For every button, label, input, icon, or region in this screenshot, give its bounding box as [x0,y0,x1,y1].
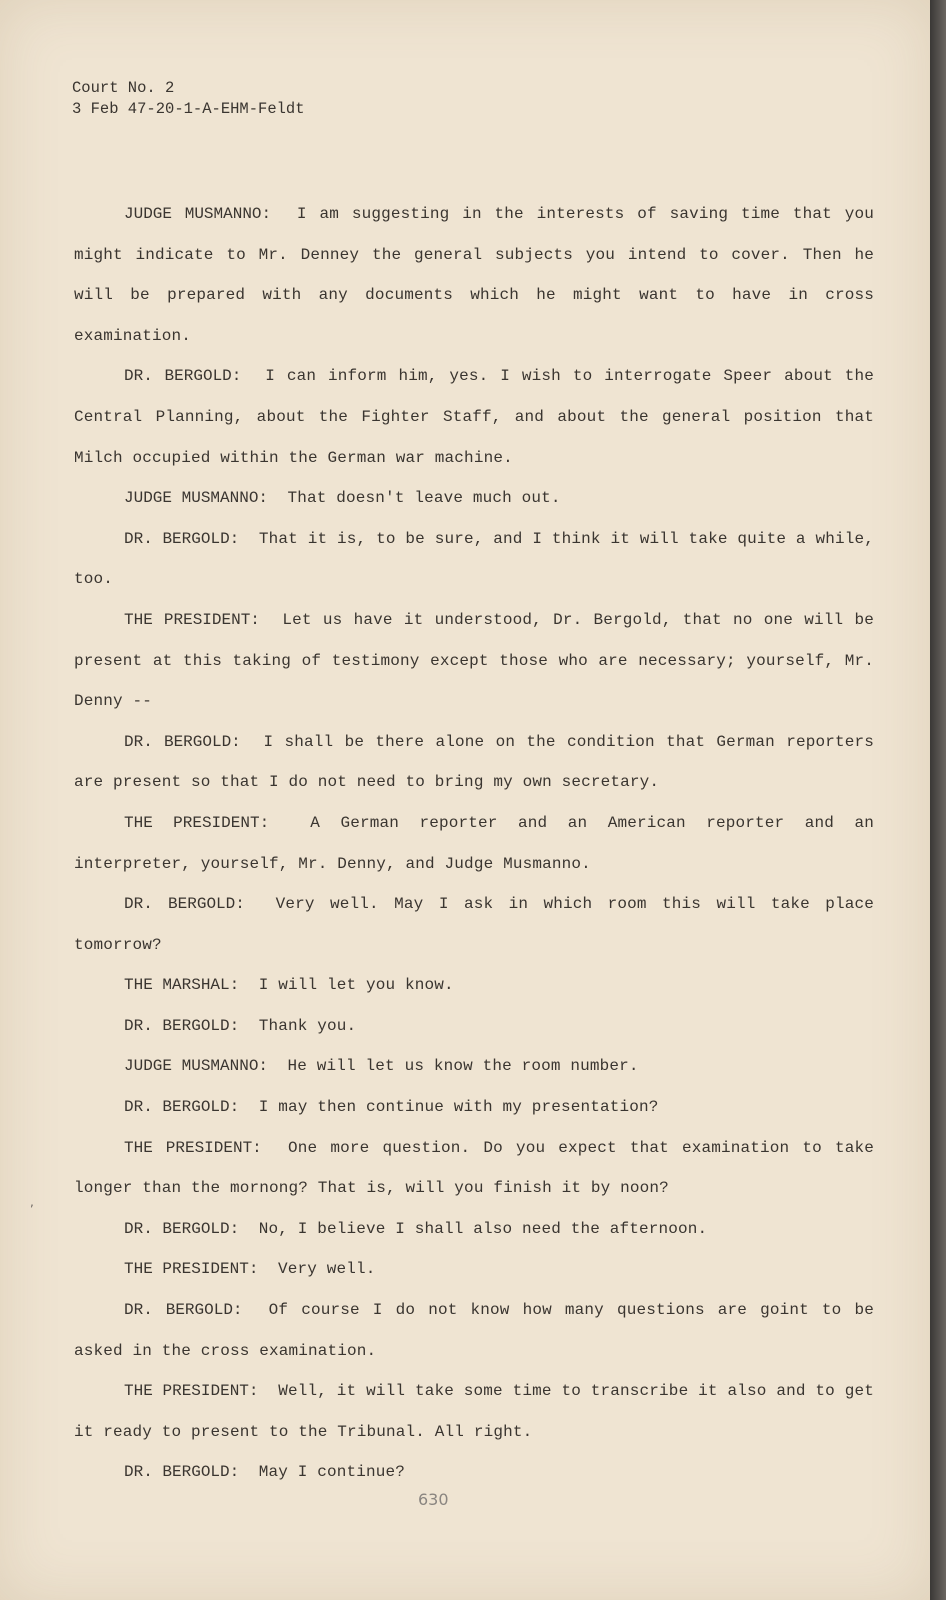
transcript-paragraph [74,356,874,478]
speech-text: One more question. Do you expect that examination to take longer than the mornong? That is, will you finish it by noon? [74,1138,875,1198]
speaker-name: DR. BERGOLD: [124,1463,240,1482]
speech-text: Well, it will take some time to transcribe it also and to get it ready to present to the Tribunal. All right. [74,1382,874,1441]
speaker-name: DR. BERGOLD: [124,1098,240,1117]
speech-text: May I continue? [258,1463,406,1482]
court-number: Court No. 2 [72,79,175,97]
speech-text: Very well. May I ask in which room this will take place tomorrow? [74,895,874,954]
speaker-name: THE PRESIDENT: [124,813,270,832]
speaker-name: DR. BERGOLD: [124,1301,243,1320]
speaker-name: THE PRESIDENT: [124,1382,259,1401]
transcript-paragraph [74,1006,874,1047]
speech-text: Let us have it understood, Dr. Bergold, that no one will be present at this taking of testimony except those who are necessary; yourself, Mr. Denny -- [74,610,874,711]
transcript-paragraph [74,1249,874,1290]
speech-text: Of course I do not know how many questions are goint to be asked in the cross examination. [74,1301,874,1360]
transcript-paragraph [74,1087,874,1128]
transcript-paragraph [74,1046,874,1087]
document-reference: 3 Feb 47-20-1-A-EHM-Feldt [72,100,305,118]
speech-text: I will let you know. [258,976,454,995]
margin-mark: , [30,1195,34,1209]
transcript-paragraph [74,1452,874,1493]
speech-text: I am suggesting in the interests of saving time that you might indicate to Mr. Denney the general subjects you intend to cover. Then he will be prepared with any documents which he might want to have in cross examination. [74,205,874,345]
speech-text: I can inform him, yes. I wish to interrogate Speer about the Central Planning, about the Fighter Staff, and about the general position that Milch occupied within the German war machine. [74,367,875,467]
transcript-paragraph [74,965,874,1006]
speech-text: That doesn't leave much out. [287,489,561,508]
speaker-name: DR. BERGOLD: [124,1219,240,1238]
transcript-paragraph [74,600,874,722]
speaker-name: DR. BERGOLD: [124,895,245,914]
speaker-name: DR. BERGOLD: [124,1016,240,1035]
speech-text: He will let us know the room number. [287,1057,639,1076]
transcript-paragraph [74,478,874,519]
speech-text: That it is, to be sure, and I think it will take quite a while, too. [74,529,875,589]
speaker-name: DR. BERGOLD: [124,732,241,751]
speaker-name: DR. BERGOLD: [124,367,242,386]
speaker-name: JUDGE MUSMANNO: [124,205,272,223]
transcript-paragraph [74,1371,874,1452]
page-edge-shadow [930,0,946,1600]
speaker-name: THE PRESIDENT: [124,1138,262,1157]
speaker-name: JUDGE MUSMANNO: [124,489,269,508]
speaker-name: DR. BERGOLD: [124,529,240,548]
transcript-paragraph [74,1128,874,1209]
speech-text: I may then continue with my presentation? [258,1098,659,1117]
speech-text: No, I believe I shall also need the afternoon. [258,1219,708,1238]
transcript-paragraph [74,803,874,884]
document-header [72,78,305,120]
speech-text: A German reporter and an American reporter and an interpreter, yourself, Mr. Denny, and Judge Musmanno. [74,813,875,873]
transcript-body [74,194,874,1493]
speaker-name: THE PRESIDENT: [124,1260,259,1279]
transcript-paragraph [74,1290,874,1371]
speaker-name: THE MARSHAL: [124,976,240,995]
speech-text: Thank you. [258,1016,357,1035]
speaker-name: JUDGE MUSMANNO: [124,1057,269,1076]
transcript-paragraph [74,519,874,600]
transcript-paragraph [74,194,874,356]
transcript-paragraph [74,1209,874,1250]
page-number: 630 [418,1490,449,1509]
speech-text: I shall be there alone on the condition that German reporters are present so that I do not need to bring my own secretary. [74,732,874,792]
speech-text: Very well. [277,1260,376,1279]
transcript-paragraph [74,722,874,803]
transcript-paragraph [74,884,874,965]
speaker-name: THE PRESIDENT: [124,610,260,629]
